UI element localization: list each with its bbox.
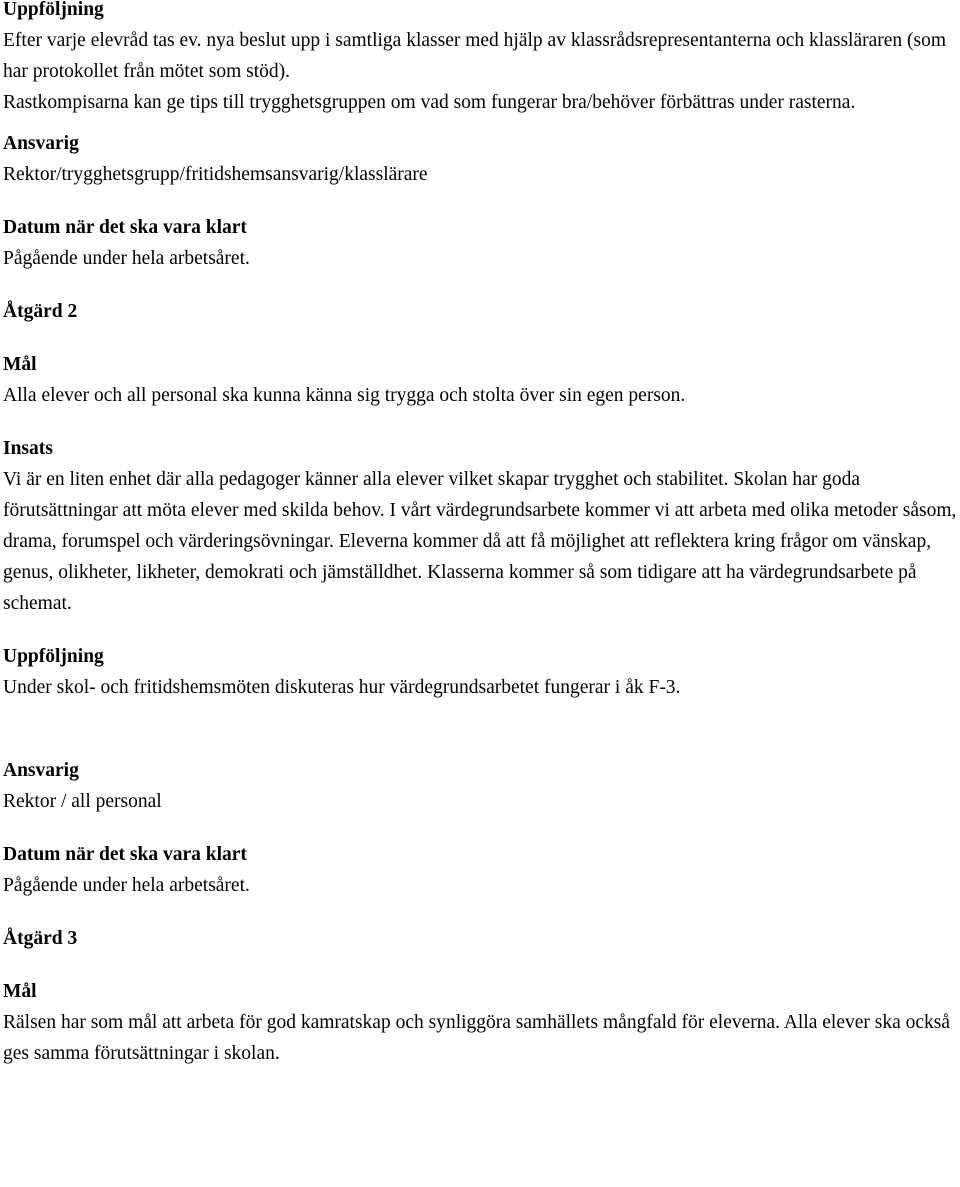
- responsible-text: Rektor/trygghetsgrupp/fritidshemsansvarig/klasslärare: [3, 164, 428, 185]
- responsible-heading: Ansvarig: [3, 760, 79, 781]
- date-text: Pågående under hela arbetsåret.: [3, 248, 250, 269]
- followup-heading: Uppföljning: [3, 646, 104, 667]
- action-title: Åtgärd 2: [3, 301, 78, 322]
- followup-text: Under skol- och fritidshemsmöten diskuteras hur värdegrundsarbetet fungerar i åk F-3.: [3, 677, 681, 698]
- date-heading: Datum när det ska vara klart: [3, 217, 247, 238]
- goal-text: Rälsen har som mål att arbeta för god kamratskap och synliggöra samhällets mångfald för eleverna. Alla elever ska också ges samma förutsättningar i skolan.: [3, 1012, 951, 1064]
- responsible-heading: Ansvarig: [3, 133, 79, 154]
- date-heading: Datum när det ska vara klart: [3, 844, 247, 865]
- date-text: Pågående under hela arbetsåret.: [3, 875, 250, 896]
- document-page: [3, 0, 958, 1069]
- effort-heading: Insats: [3, 438, 53, 459]
- goal-text: Alla elever och all personal ska kunna känna sig trygga och stolta över sin egen person.: [3, 385, 686, 406]
- followup-text: Efter varje elevråd tas ev. nya beslut upp i samtliga klasser med hjälp av klassrådsrepresentanterna och klassläraren (som har protokollet från mötet som stöd).: [3, 30, 947, 82]
- effort-text: Vi är en liten enhet där alla pedagoger känner alla elever vilket skapar trygghet och stabilitet. Skolan har goda förutsättningar att möta elever med skilda behov. I vårt värdegrundsarbete kommer vi att arbeta med olika metoder såsom, drama, forumspel och värderingsövningar. Eleverna kommer då att få möjlighet att reflektera kring frågor om vänskap, genus, olikheter, likheter, demokrati och jämställdhet. Klasserna kommer så som tidigare att ha värdegrundsarbete på schemat.: [3, 469, 957, 614]
- responsible-text: Rektor / all personal: [3, 791, 162, 812]
- goal-heading: Mål: [3, 354, 37, 375]
- action-title: Åtgärd 3: [3, 928, 78, 949]
- followup-heading: Uppföljning: [3, 0, 104, 20]
- goal-heading: Mål: [3, 981, 37, 1002]
- followup-text: Rastkompisarna kan ge tips till trygghetsgruppen om vad som fungerar bra/behöver förbättras under rasterna.: [3, 92, 856, 113]
